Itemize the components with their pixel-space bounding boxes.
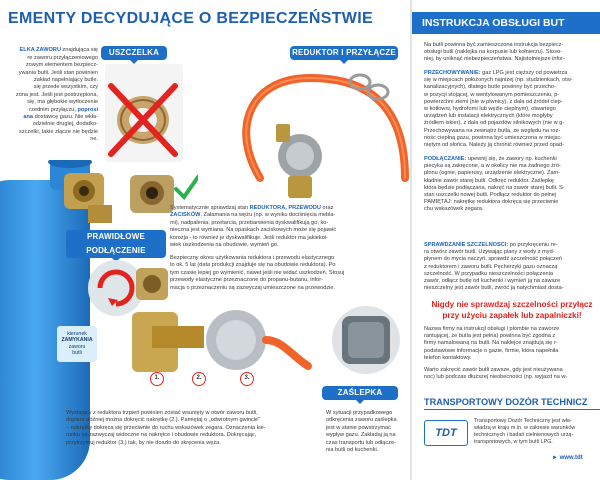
kierunek-line-3: zaworu bbox=[68, 343, 86, 350]
leak-check-paragraph bbox=[424, 242, 600, 296]
leak-check-text: po przykręceniu re- ra otwórz zawór butli. Używając piany z wody z myd- płynem do mycia naczyń, sprawdź szczelność połączeń z reduktorem i zaworu butli. Pęcherzyki gazu oznaczą szczelność. W przypadku nieszczelności połączenia zawór, odłącz butlę od kuchenki i wymień ją na zawsze nieszczelny jest zawór butli, zwróć ją natychmiast dosta- bbox=[424, 242, 564, 292]
callout-1: 1. bbox=[150, 372, 164, 386]
leak-check-heading: SPRAWDZANIE SZCZELNOŚCI: bbox=[424, 242, 509, 248]
seal-crossed-icon bbox=[105, 64, 183, 162]
kierunek-line-2: ZAMYKANIA bbox=[61, 337, 93, 344]
close-valve-paragraph: Warto zakręcić zawór butli zawsze, gdy jest nieużywana noc) lub podczas dłuższej nieobecności (np. wyjazd na w- bbox=[424, 367, 568, 381]
hose-regulator-illustration bbox=[190, 58, 410, 208]
reduktor-paragraph bbox=[170, 205, 406, 253]
reduktor-text-3: . Załamania na wężu (np. w wyniku dociśnięcia mebla- mi), nadpalenia, przetarcia, przebarwienia dyskwalifikują go, ko- nieczna jest wymiana. Na opaskach zaciskowych może się pojawić korozja - to również je dyskwalifikuje. Jeśli reduktor ma jakiekol- wiek uszkodzenia na obudowie, wymień go. bbox=[170, 212, 337, 249]
tdt-logo bbox=[424, 420, 468, 446]
uszczelka-image-panel bbox=[105, 64, 183, 162]
kierunek-line-1: kierunek bbox=[67, 331, 87, 337]
warning-line-2: przy użyciu zapałek lub zapalniczki! bbox=[442, 311, 582, 320]
reduktor-bold-1: REDUKTORA, PRZEWODU bbox=[249, 205, 321, 211]
cap-photo bbox=[326, 300, 406, 380]
storage-text: gaz LPG jest cięższy od powietrza się w miejscach położonych najniżej (np. studzienkach, otw- kanalizacyjnych), dlatego butle powinny być przecho- w pozycji stojącej, w wentylowanym pomieszczeniu, p- powierzchni ziemi (nie w piwnicy), z dala od źródeł ciep- w kotłowni, hydroforni lub węźle cieplnym), otwartego urządzeń lub instalacji elektrycznych (które mogłyby źródłem iskier), z dala od pojazdów silnikowych (nie w g- Przechowywana na zewnątrz butla, ze względu na roz- nośc ciepłną gazu, powinna być umieszczona w miejsc- niętym od słońca. Należy ją chronić również przed opad- bbox=[424, 70, 573, 149]
right-title: INSTRUKCJA OBSŁUGI BUT bbox=[412, 12, 600, 34]
kierunek-line-4: butli bbox=[72, 350, 82, 357]
storage-paragraph bbox=[424, 70, 600, 152]
reduktor-bold-2: ZACISKÓW bbox=[170, 212, 201, 219]
tdt-heading: TRANSPORTOWY DOZÓR TECHNICZ bbox=[424, 397, 588, 407]
lifetime-paragraph: Bezpieczny okres użytkowania reduktora i przewodu elastycznego to ok. 5 lat (data produkcji znajduje się na obudowie reduktora). Po tym czasie lepiej go wymienić, nawet jeśli nie widać uszkodzeń. Stosuj przewody elastyczne przeznaczone do propanu-butanu, infor- macja o przeznaczeniu są zazwyczaj umieszczone na przewodzie. bbox=[170, 255, 345, 291]
link-arrow-icon: ► bbox=[552, 455, 560, 461]
intro-text-2: dostawcę gazu. Nie wkła- odzielnie drugiej, dodatko- szczelki, takie złącze nie będzie ne. bbox=[19, 114, 98, 143]
connection-paragraph: Wystający z reduktora trzpień powinien zostać wsunięty w otwór zaworu butli, dopiero później można dokręcić nakrętkę (2.). Pamiętaj o „odwrotnym gwincie" – nakrętkę dokręca się przeciwnie do ruchu wskazówek zegara. Oznaczenia kie- runku są zazwyczaj widoczne na nakrętce i obudowie reduktora. Dokręcając, przytrzymuj reduktor (3.) tak, by nie doszło do skręcenia węża. bbox=[66, 410, 266, 446]
connecting-paragraph bbox=[424, 156, 600, 216]
tdt-paragraph: Transportowy Dozór Techniczny jest wła- władzą w kraju m.in. w zakresie warunków technicznych i badań cielnienowych urzą- transportowych, w tym butli LPG. bbox=[474, 418, 576, 445]
label-zaslepka: ZAŚLEPKA bbox=[322, 386, 398, 400]
connecting-heading: PODŁĄCZANIE: bbox=[424, 156, 467, 162]
page-title: EMENTY DECYDUJĄCE O BEZPIECZEŃSTWIE bbox=[8, 10, 373, 27]
kierunek-label bbox=[56, 331, 98, 357]
label-prawidlowe-podlaczenie: PRAWIDŁOWE PODŁĄCZENIE bbox=[66, 230, 166, 258]
reduktor-text-2: oraz bbox=[322, 205, 334, 211]
intro-bold-1: poprosi bbox=[77, 106, 98, 113]
tdt-link-text[interactable]: www.tdt bbox=[559, 455, 583, 461]
intro-text-1: znajdująca się re zaworu przyłączeniowego zowym elementem bezpiecz- ywania butli. Jeśli stan powinien zakład napełniający butle. się przede wszystkim, czy zona jest. Jeśli jest postrzępiona, się, ma głębokie wytłoczenie rzednim przyłączu, bbox=[15, 47, 98, 113]
connecting-text: upewnij się, że zawory np. kuchenki piecyka są zakręcone, a w okolicy nie ma żadnego źró- plonu (ognie, papierosy, urządzenie elektryczne). Zam- kładnie zawór starej butli. Odkręć reduktor. Zaślepkę która będzie podłączana, nakręć na zawór starej butli. S- stan uszczelki nowej butli. Podłącz reduktor do pełnej PAMIĘTAJ: nakrętkę reduktora dokręca się przeciwnie chu wskazówek zegara. bbox=[424, 156, 565, 213]
tdt-link[interactable] bbox=[552, 455, 600, 461]
company-name-paragraph: Nazwa firmy na instrukcji obsługi i plombie na zaworze rantującej, że butla jest pełna) powinna być zgodna z firmy namalowaną na butli. Na naklejce znajdują się r- podstawowe informacje o gazie, firmie, która napełniła telefon kontaktowy. bbox=[424, 326, 560, 361]
label-reduktor: REDUKTOR I PRZYŁĄCZE bbox=[290, 46, 398, 60]
cap-paragraph: W sytuacji przypadkowego odkręcenia zaworu zaślepka jest w stanie powstrzymać wypływ gazu. Zakładaj ją na czas transportu lub odłącze- nia butli od kuchenki. bbox=[326, 410, 397, 454]
storage-heading: PRZECHOWYWANIE: bbox=[424, 70, 481, 76]
callout-2: 2. bbox=[192, 372, 206, 386]
intro-bold-2: ana bbox=[23, 114, 34, 121]
tdt-heading-rule bbox=[424, 409, 600, 410]
label-uszczelka: USZCZELKA bbox=[101, 46, 167, 60]
intro-lead: ELKA ZAWORU bbox=[19, 47, 61, 54]
warning-line-1: Nigdy nie sprawdzaj szczelności przyłącz bbox=[431, 300, 593, 309]
callout-3: 3. bbox=[240, 372, 254, 386]
right-intro: Na butli powinna być zamieszczona instrukcja bezpiecz- obsługi butli (naklejka na korpusie lub kołnierzu). Stoso- niej, by uniknąć niebezpieczeństwa. Najistotniejsze infor- bbox=[424, 42, 565, 63]
reduktor-text-1: Systematycznie sprawdzaj stan bbox=[170, 205, 250, 211]
right-page bbox=[412, 0, 600, 480]
intro-paragraph bbox=[4, 40, 98, 168]
tdt-logo-text: TDT bbox=[435, 427, 457, 439]
